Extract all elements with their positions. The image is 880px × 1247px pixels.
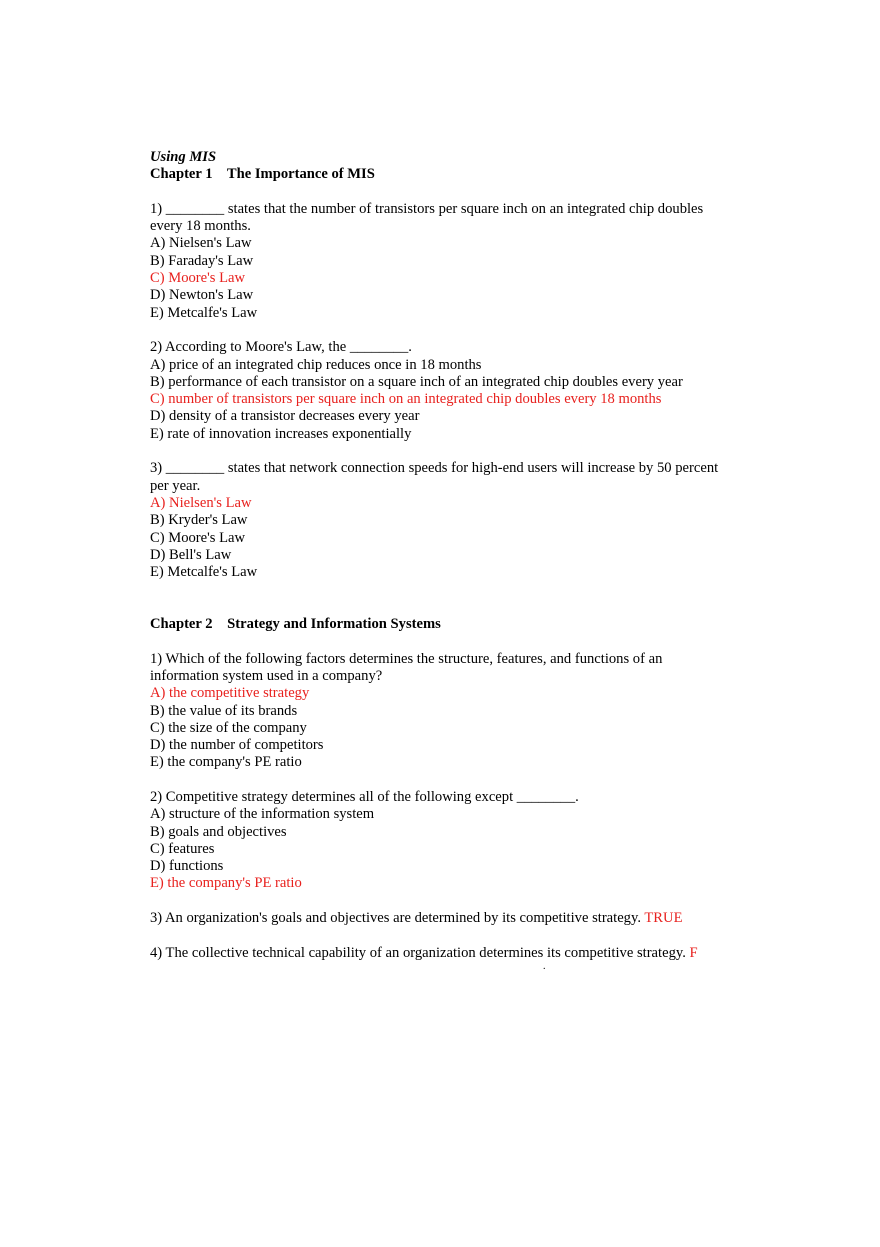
chapter-1-title: Chapter 1 The Importance of MIS: [150, 166, 375, 183]
question-stem: 1) ________ states that the number of transistors per square inch on an integrated chip doubles: [150, 200, 704, 217]
answer-option: D) Bell's Law: [150, 546, 232, 563]
answer-option-correct: E) the company's PE ratio: [150, 875, 302, 892]
question-stem: 3) ________ states that network connection speeds for high-end users will increase by 50 percent: [150, 460, 719, 477]
answer-option-correct: C) number of transistors per square inch on an integrated chip doubles every 18 months: [150, 391, 662, 408]
answer-option-correct: A) Nielsen's Law: [150, 494, 252, 511]
answer-option: D) density of a transistor decreases every year: [150, 408, 420, 425]
question-stem: 4) The collective technical capability of an organization determines its competitive strategy.: [150, 944, 690, 961]
question-stem: 2) Competitive strategy determines all of the following except ________.: [150, 788, 579, 805]
stray-mark: .: [543, 961, 546, 972]
course-title: Using MIS: [150, 149, 217, 165]
answer-option: C) Moore's Law: [150, 529, 246, 546]
chapter-2-title: Chapter 2 Strategy and Information Systems: [150, 616, 441, 633]
answer-option: E) Metcalfe's Law: [150, 564, 258, 581]
answer-option: B) performance of each transistor on a square inch of an integrated chip doubles every year: [150, 373, 683, 390]
question-stem: 3) An organization's goals and objectives are determined by its competitive strategy.: [150, 910, 645, 927]
answer-option: D) the number of competitors: [150, 737, 324, 754]
question-ch1-q2: [150, 339, 750, 443]
answer-option: B) goals and objectives: [150, 823, 287, 840]
answer-option: D) functions: [150, 858, 224, 875]
answer-option: C) features: [150, 840, 215, 857]
question-ch1-q3: [150, 460, 750, 581]
question-stem: 1) Which of the following factors determines the structure, features, and functions of an: [150, 650, 663, 667]
answer-option: C) the size of the company: [150, 719, 307, 736]
question-ch2-q4: [150, 945, 750, 962]
question-ch2-q2: [150, 789, 750, 893]
answer-option: A) Nielsen's Law: [150, 235, 252, 252]
answer-option: B) Kryder's Law: [150, 512, 248, 529]
question-stem: 2) According to Moore's Law, the ________.: [150, 339, 412, 356]
question-stem: information system used in a company?: [150, 667, 383, 684]
question-ch1-q1: [150, 201, 750, 322]
document-content: [150, 149, 750, 962]
question-ch2-q3: [150, 910, 750, 927]
question-ch2-q1: [150, 651, 750, 772]
answer-option-correct: A) the competitive strategy: [150, 685, 310, 702]
answer-option: E) the company's PE ratio: [150, 754, 302, 771]
answer-option: E) rate of innovation increases exponentially: [150, 425, 412, 442]
answer-true-false: TRUE: [644, 910, 683, 927]
question-stem: every 18 months.: [150, 218, 251, 235]
answer-option: B) the value of its brands: [150, 702, 298, 719]
answer-option: D) Newton's Law: [150, 287, 254, 304]
answer-option: E) Metcalfe's Law: [150, 304, 258, 321]
answer-option: A) structure of the information system: [150, 806, 375, 823]
question-stem: per year.: [150, 477, 201, 494]
answer-true-false: F: [689, 944, 698, 961]
answer-option: A) price of an integrated chip reduces once in 18 months: [150, 356, 482, 373]
answer-option-correct: C) Moore's Law: [150, 270, 246, 287]
answer-option: B) Faraday's Law: [150, 252, 254, 269]
